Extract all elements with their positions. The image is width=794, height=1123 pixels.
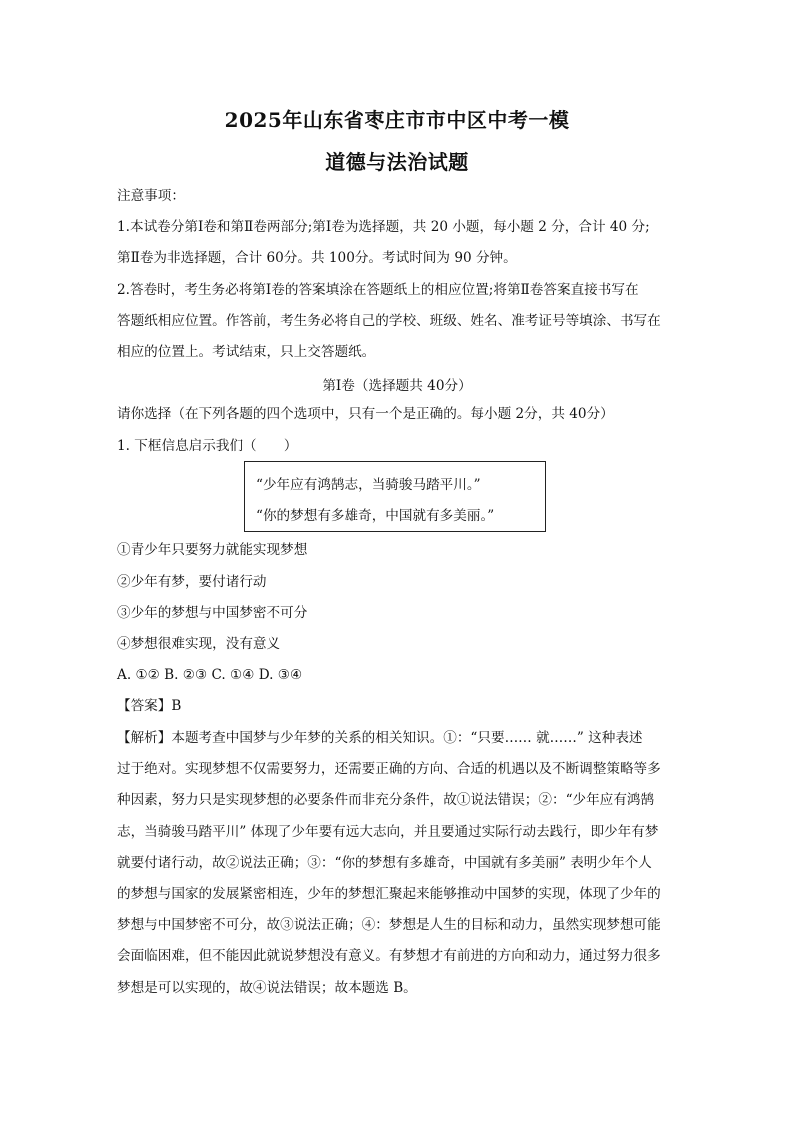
notice-line: 1.本试卷分第Ⅰ卷和第Ⅱ卷两部分;第Ⅰ卷为选择题，共 20 小题，每小题 2 分，合计 40 分;: [117, 219, 650, 235]
answer-options: A. ①② B. ②③ C. ①④ D. ③④: [117, 667, 303, 683]
section-instruction: 请你选择（在下列各题的四个选项中，只有一个是正确的。每小题 2分，共 40分）: [117, 406, 614, 422]
quote-box: [244, 461, 546, 532]
analysis-line: 会面临困难，但不能因此就说梦想没有意义。有梦想才有前进的方向和动力，通过努力很多: [117, 948, 661, 964]
notice-line: 相应的位置上。考试结束，只上交答题纸。: [117, 344, 376, 360]
notice-line: 答题纸相应位置。作答前，考生务必将自己的学校、班级、姓名、准考证号等填涂、书写在: [117, 313, 661, 329]
notice-heading: 注意事项：: [117, 188, 185, 204]
analysis-line: 梦想是可以实现的，故④说法错误；故本题选 B。: [117, 980, 417, 996]
analysis-line: 种因素，努力只是实现梦想的必要条件而非充分条件，故①说法错误；②：“少年应有鸿鹄: [117, 792, 655, 808]
analysis-line: 【解析】本题考查中国梦与少年梦的关系的相关知识。①：“只要…… 就……” 这种表述: [117, 730, 643, 746]
statement-item: ④梦想很难实现，没有意义: [117, 636, 281, 652]
answer-key: 【答案】B: [117, 698, 182, 714]
statement-item: ②少年有梦，要付诸行动: [117, 574, 267, 590]
quote-line: “你的梦想有多雄奇，中国就有多美丽。”: [256, 508, 495, 524]
statement-item: ①青少年只要努力就能实现梦想: [117, 542, 308, 558]
statement-item: ③少年的梦想与中国梦密不可分: [117, 605, 308, 621]
analysis-line: 梦想与中国梦密不可分，故③说法正确；④：梦想是人生的目标和动力，虽然实现梦想可能: [117, 917, 661, 933]
notice-line: 2.答卷时，考生务必将第Ⅰ卷的答案填涂在答题纸上的相应位置;将第Ⅱ卷答案直接书写在: [117, 282, 639, 298]
section-title: 第Ⅰ卷（选择题共 40分）: [322, 378, 472, 394]
notice-line: 第Ⅱ卷为非选择题，合计 60分。共 100分。考试时间为 90 分钟。: [117, 250, 517, 266]
analysis-line: 的梦想与国家的发展紧密相连，少年的梦想汇聚起来能够推动中国梦的实现，体现了少年的: [117, 886, 661, 902]
analysis-line: 志，当骑骏马踏平川” 体现了少年要有远大志向，并且要通过实际行动去践行，即少年有梦: [117, 824, 659, 840]
quote-line: “少年应有鸿鹄志，当骑骏马踏平川。”: [256, 477, 481, 493]
analysis-line: 过于绝对。实现梦想不仅需要努力，还需要正确的方向、合适的机遇以及不断调整策略等多: [117, 761, 661, 777]
exam-subtitle: 道德与法治试题: [325, 150, 469, 174]
exam-title: 2025年山东省枣庄市市中区中考一模: [224, 108, 570, 132]
analysis-line: 就要付诸行动，故②说法正确；③：“你的梦想有多雄奇，中国就有多美丽” 表明少年个人: [117, 855, 652, 871]
question-stem: 1. 下框信息启示我们（ ）: [117, 438, 298, 454]
